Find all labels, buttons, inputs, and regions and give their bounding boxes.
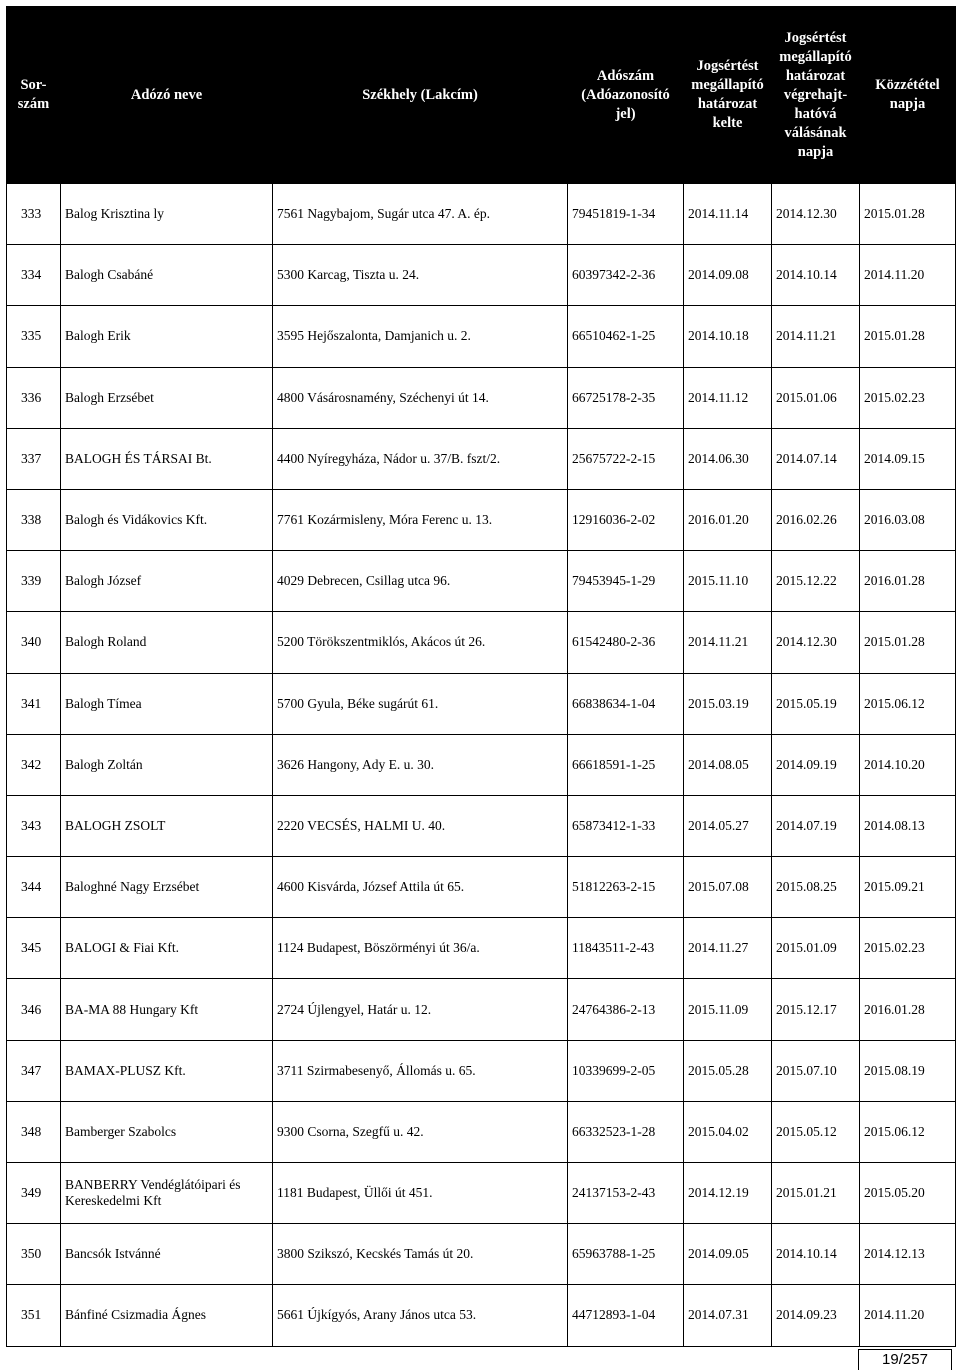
enforceable-date: 2015.12.22 bbox=[772, 551, 860, 612]
decision-date: 2014.10.18 bbox=[684, 306, 772, 367]
decision-date: 2014.11.21 bbox=[684, 612, 772, 673]
taxpayer-name: Balogh és Vidákovics Kft. bbox=[61, 489, 273, 550]
taxpayer-name: Bánfiné Csizmadia Ágnes bbox=[61, 1285, 273, 1346]
enforceable-date: 2014.11.21 bbox=[772, 306, 860, 367]
publication-date: 2016.03.08 bbox=[860, 489, 956, 550]
table-row bbox=[7, 1163, 956, 1224]
publication-date: 2014.08.13 bbox=[860, 795, 956, 856]
registered-address: 9300 Csorna, Szegfű u. 42. bbox=[273, 1101, 568, 1162]
table-row bbox=[7, 306, 956, 367]
decision-date: 2015.05.28 bbox=[684, 1040, 772, 1101]
decision-date: 2015.11.10 bbox=[684, 551, 772, 612]
decision-date: 2014.12.19 bbox=[684, 1163, 772, 1224]
taxpayer-name: Balogh Csabáné bbox=[61, 245, 273, 306]
tax-number: 44712893-1-04 bbox=[568, 1285, 684, 1346]
row-number: 335 bbox=[7, 306, 61, 367]
taxpayer-name: BALOGI & Fiai Kft. bbox=[61, 918, 273, 979]
registered-address: 2220 VECSÉS, HALMI U. 40. bbox=[273, 795, 568, 856]
decision-date: 2015.03.19 bbox=[684, 673, 772, 734]
publication-date: 2015.01.28 bbox=[860, 184, 956, 245]
tax-number: 66332523-1-28 bbox=[568, 1101, 684, 1162]
row-number: 343 bbox=[7, 795, 61, 856]
publication-date: 2015.02.23 bbox=[860, 367, 956, 428]
tax-number: 65963788-1-25 bbox=[568, 1224, 684, 1285]
taxpayer-name: BA-MA 88 Hungary Kft bbox=[61, 979, 273, 1040]
decision-date: 2015.07.08 bbox=[684, 857, 772, 918]
enforceable-date: 2014.09.23 bbox=[772, 1285, 860, 1346]
taxpayer-name: BALOGH ÉS TÁRSAI Bt. bbox=[61, 428, 273, 489]
row-number: 341 bbox=[7, 673, 61, 734]
publication-date: 2015.01.28 bbox=[860, 306, 956, 367]
table-row bbox=[7, 245, 956, 306]
violators-table bbox=[6, 6, 956, 1347]
registered-address: 4400 Nyíregyháza, Nádor u. 37/B. fszt/2. bbox=[273, 428, 568, 489]
enforceable-date: 2015.05.19 bbox=[772, 673, 860, 734]
enforceable-date: 2015.08.25 bbox=[772, 857, 860, 918]
publication-date: 2015.01.28 bbox=[860, 612, 956, 673]
tax-number: 66510462-1-25 bbox=[568, 306, 684, 367]
page-number: 19/257 bbox=[858, 1349, 952, 1370]
publication-date: 2016.01.28 bbox=[860, 551, 956, 612]
row-number: 346 bbox=[7, 979, 61, 1040]
decision-date: 2014.09.05 bbox=[684, 1224, 772, 1285]
publication-date: 2015.05.20 bbox=[860, 1163, 956, 1224]
taxpayer-name: Balogh Erik bbox=[61, 306, 273, 367]
publication-date: 2015.08.19 bbox=[860, 1040, 956, 1101]
decision-date: 2014.11.14 bbox=[684, 184, 772, 245]
row-number: 336 bbox=[7, 367, 61, 428]
header-num: Sor- szám bbox=[7, 7, 61, 184]
enforceable-date: 2014.10.14 bbox=[772, 245, 860, 306]
decision-date: 2014.11.27 bbox=[684, 918, 772, 979]
publication-date: 2014.11.20 bbox=[860, 245, 956, 306]
enforceable-date: 2014.10.14 bbox=[772, 1224, 860, 1285]
registered-address: 4029 Debrecen, Csillag utca 96. bbox=[273, 551, 568, 612]
tax-number: 65873412-1-33 bbox=[568, 795, 684, 856]
header-name: Adózó neve bbox=[61, 7, 273, 184]
row-number: 351 bbox=[7, 1285, 61, 1346]
row-number: 339 bbox=[7, 551, 61, 612]
taxpayer-name: Balogh József bbox=[61, 551, 273, 612]
enforceable-date: 2015.01.09 bbox=[772, 918, 860, 979]
registered-address: 2724 Újlengyel, Határ u. 12. bbox=[273, 979, 568, 1040]
tax-number: 66838634-1-04 bbox=[568, 673, 684, 734]
tax-number: 79451819-1-34 bbox=[568, 184, 684, 245]
registered-address: 1124 Budapest, Böszörményi út 36/a. bbox=[273, 918, 568, 979]
registered-address: 5661 Újkígyós, Arany János utca 53. bbox=[273, 1285, 568, 1346]
taxpayer-name: Balogh Tímea bbox=[61, 673, 273, 734]
row-number: 349 bbox=[7, 1163, 61, 1224]
row-number: 333 bbox=[7, 184, 61, 245]
table-row bbox=[7, 551, 956, 612]
taxpayer-name: Bancsók Istvánné bbox=[61, 1224, 273, 1285]
tax-number: 66725178-2-35 bbox=[568, 367, 684, 428]
row-number: 350 bbox=[7, 1224, 61, 1285]
registered-address: 7561 Nagybajom, Sugár utca 47. A. ép. bbox=[273, 184, 568, 245]
registered-address: 4800 Vásárosnamény, Széchenyi út 14. bbox=[273, 367, 568, 428]
row-number: 347 bbox=[7, 1040, 61, 1101]
table-row bbox=[7, 918, 956, 979]
table-row bbox=[7, 1224, 956, 1285]
row-number: 344 bbox=[7, 857, 61, 918]
decision-date: 2014.09.08 bbox=[684, 245, 772, 306]
enforceable-date: 2014.07.14 bbox=[772, 428, 860, 489]
registered-address: 5700 Gyula, Béke sugárút 61. bbox=[273, 673, 568, 734]
row-number: 340 bbox=[7, 612, 61, 673]
decision-date: 2015.04.02 bbox=[684, 1101, 772, 1162]
enforceable-date: 2015.12.17 bbox=[772, 979, 860, 1040]
publication-date: 2015.06.12 bbox=[860, 673, 956, 734]
publication-date: 2014.11.20 bbox=[860, 1285, 956, 1346]
decision-date: 2014.05.27 bbox=[684, 795, 772, 856]
header-seat: Székhely (Lakcím) bbox=[273, 7, 568, 184]
taxpayer-name: Baloghné Nagy Erzsébet bbox=[61, 857, 273, 918]
row-number: 345 bbox=[7, 918, 61, 979]
table-row bbox=[7, 1101, 956, 1162]
tax-number: 24137153-2-43 bbox=[568, 1163, 684, 1224]
decision-date: 2016.01.20 bbox=[684, 489, 772, 550]
tax-number: 11843511-2-43 bbox=[568, 918, 684, 979]
registered-address: 3595 Hejőszalonta, Damjanich u. 2. bbox=[273, 306, 568, 367]
tax-number: 79453945-1-29 bbox=[568, 551, 684, 612]
tax-number: 66618591-1-25 bbox=[568, 734, 684, 795]
decision-date: 2015.11.09 bbox=[684, 979, 772, 1040]
publication-date: 2015.06.12 bbox=[860, 1101, 956, 1162]
enforceable-date: 2014.07.19 bbox=[772, 795, 860, 856]
enforceable-date: 2016.02.26 bbox=[772, 489, 860, 550]
taxpayer-name: Balogh Zoltán bbox=[61, 734, 273, 795]
table-row bbox=[7, 1040, 956, 1101]
publication-date: 2014.12.13 bbox=[860, 1224, 956, 1285]
enforceable-date: 2015.01.06 bbox=[772, 367, 860, 428]
taxpayer-name: BALOGH ZSOLT bbox=[61, 795, 273, 856]
registered-address: 1181 Budapest, Üllői út 451. bbox=[273, 1163, 568, 1224]
table-row bbox=[7, 612, 956, 673]
taxpayer-name: Bamberger Szabolcs bbox=[61, 1101, 273, 1162]
publication-date: 2014.10.20 bbox=[860, 734, 956, 795]
taxpayer-name: BANBERRY Vendéglátóipari és Kereskedelmi Kft bbox=[61, 1163, 273, 1224]
enforceable-date: 2015.05.12 bbox=[772, 1101, 860, 1162]
registered-address: 5300 Karcag, Tiszta u. 24. bbox=[273, 245, 568, 306]
table-row bbox=[7, 795, 956, 856]
table-row bbox=[7, 428, 956, 489]
registered-address: 4600 Kisvárda, József Attila út 65. bbox=[273, 857, 568, 918]
taxpayer-name: Balog Krisztina ly bbox=[61, 184, 273, 245]
enforceable-date: 2014.12.30 bbox=[772, 184, 860, 245]
row-number: 337 bbox=[7, 428, 61, 489]
row-number: 334 bbox=[7, 245, 61, 306]
publication-date: 2014.09.15 bbox=[860, 428, 956, 489]
table-row bbox=[7, 857, 956, 918]
header-issued: Jogsértést megállapító határozat kelte bbox=[684, 7, 772, 184]
publication-date: 2015.09.21 bbox=[860, 857, 956, 918]
table-row bbox=[7, 184, 956, 245]
tax-number: 12916036-2-02 bbox=[568, 489, 684, 550]
enforceable-date: 2014.09.19 bbox=[772, 734, 860, 795]
row-number: 342 bbox=[7, 734, 61, 795]
tax-number: 61542480-2-36 bbox=[568, 612, 684, 673]
taxpayer-name: Balogh Roland bbox=[61, 612, 273, 673]
header-row bbox=[7, 7, 956, 184]
decision-date: 2014.06.30 bbox=[684, 428, 772, 489]
registered-address: 3626 Hangony, Ady E. u. 30. bbox=[273, 734, 568, 795]
table-row bbox=[7, 673, 956, 734]
tax-number: 51812263-2-15 bbox=[568, 857, 684, 918]
taxpayer-name: Balogh Erzsébet bbox=[61, 367, 273, 428]
publication-date: 2016.01.28 bbox=[860, 979, 956, 1040]
decision-date: 2014.07.31 bbox=[684, 1285, 772, 1346]
registered-address: 7761 Kozármisleny, Móra Ferenc u. 13. bbox=[273, 489, 568, 550]
table-row bbox=[7, 367, 956, 428]
tax-number: 10339699-2-05 bbox=[568, 1040, 684, 1101]
publication-date: 2015.02.23 bbox=[860, 918, 956, 979]
table-row bbox=[7, 979, 956, 1040]
table-row bbox=[7, 489, 956, 550]
table-row bbox=[7, 734, 956, 795]
row-number: 348 bbox=[7, 1101, 61, 1162]
row-number: 338 bbox=[7, 489, 61, 550]
table-row bbox=[7, 1285, 956, 1346]
registered-address: 3711 Szirmabesenyő, Állomás u. 65. bbox=[273, 1040, 568, 1101]
header-publish: Közzététel napja bbox=[860, 7, 956, 184]
registered-address: 5200 Törökszentmiklós, Akácos út 26. bbox=[273, 612, 568, 673]
tax-number: 60397342-2-36 bbox=[568, 245, 684, 306]
tax-number: 24764386-2-13 bbox=[568, 979, 684, 1040]
enforceable-date: 2014.12.30 bbox=[772, 612, 860, 673]
decision-date: 2014.08.05 bbox=[684, 734, 772, 795]
header-taxid: Adószám (Adóazonosító jel) bbox=[568, 7, 684, 184]
taxpayer-name: BAMAX-PLUSZ Kft. bbox=[61, 1040, 273, 1101]
enforceable-date: 2015.01.21 bbox=[772, 1163, 860, 1224]
enforceable-date: 2015.07.10 bbox=[772, 1040, 860, 1101]
registered-address: 3800 Szikszó, Kecskés Tamás út 20. bbox=[273, 1224, 568, 1285]
tax-number: 25675722-2-15 bbox=[568, 428, 684, 489]
header-enforce: Jogsértést megállapító határozat végrehajt- hatóvá válásának napja bbox=[772, 7, 860, 184]
decision-date: 2014.11.12 bbox=[684, 367, 772, 428]
publication-list bbox=[6, 6, 956, 1347]
